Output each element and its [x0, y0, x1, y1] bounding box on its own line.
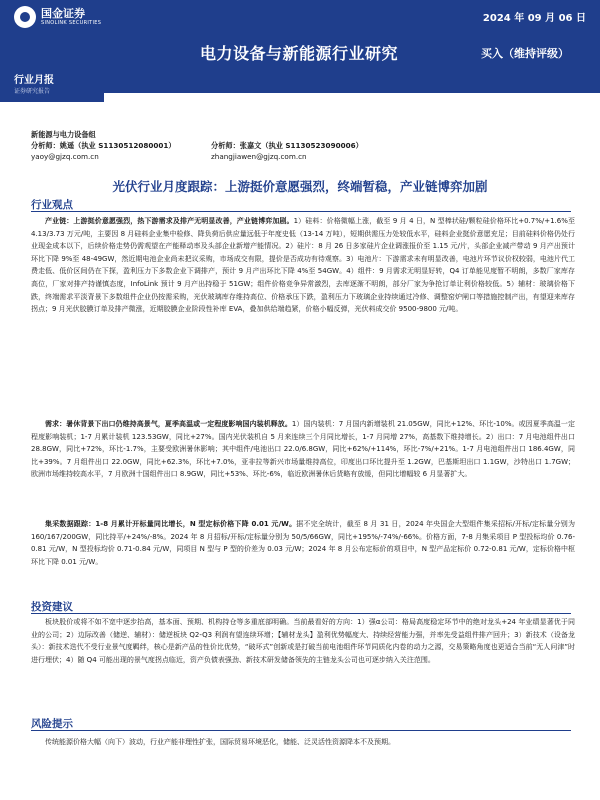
paragraph-body: 据不完全统计，截至 8 月 31 日，2024 年央国企大型组件集采招标/开标/定标量分别为 160/167/200GW，同比持平/+24%/-8%。2024 年 8 月招标/开标/定标量分别为 50/5/66GW，同比+195%/-74%/-66%。价格方面，7-8 月集采项目 P 型投标均价 0.76-0.81 元/W，N 型投标均价 0.71-0.84 元/W，同项目 N 型与 P 型的价差为 0.03 元/W；2024 年 8 月公布定标价的项目中，N 型产品定标价 0.72-0.81 元/W，定标价格中枢环比下降 0.01 元/W。: [31, 520, 575, 566]
logo-en: SINOLINK SECURITIES: [41, 19, 102, 26]
paragraph-body: 1）硅料：价格微幅上涨，截至 9 月 4 日，N 型棒状硅/颗粒硅价格环比+0.7%/+1.6%至 4.13/3.73 万元/吨，主要因 8 月硅料企业集中检修、降负荷后供应量远低于年度史低（13-14 万吨），短期供需压力处较低水平，硅料企业挺价意愿充足；目前硅料价格仍处行业现金成本以下，后续价格走势仍需观望在产能释动率及头部企业新增产能情况。2）硅片：8 月 26 日多家硅片企业调涨报价至 1.15 元/片，头部企业减产带动 9 月产出预计环比下降 9%至 48-49GW，然近期电池企业尚未把议采购，市场成交有限，提价是否成功有待观察。3）电池片：下游需求未有明显改善，电池片环节议价权较弱，电池片代工费走低、低价区间仍在下探，盈利压力下多数企业下调排产，预计 9 月产出环比下降 4%至 54GW。4）组件：9 月需求无明显好转，Q4 订单能见度暂不明朗，多数厂家库存高位，厂家对排产持谨慎态度，InfoLink 预计 9 月产出持稳于 51GW；组件价格竞争异常激烈，去库逐渐不明朗，部分厂家为争抢订单让利价格较低。5）辅材：玻璃价格下跌，终端需求平淡背景下多数组件企业仍按需采购，光伏玻璃库存维持高位、价格承压下跌，盈利压力下玻璃企业持续通过冷修、调整窑炉闸口等措施控制产出，有望迎来库存拐点；9 月光伏胶膜订单及排产微涨，近期胶膜企业阶段性补库 EVA，叠加供给端趋紧，价格小幅反弹，光伏料成交价 9500-9800 元/吨。: [31, 217, 575, 314]
analyst-2-name: 分析师：张嘉文（执业 S1130523090006）: [211, 141, 363, 150]
analyst-2-email[interactable]: zhangjiawen@gjzq.com.cn: [211, 152, 307, 161]
paragraph-supply-chain: [31, 215, 575, 316]
logo-icon: [14, 6, 36, 28]
logo-cn: 国金证券: [41, 6, 85, 20]
section-invest-title: 投资建议: [31, 601, 73, 613]
paragraph-body: 传统能源价格大幅（向下）波动，行业产能非理性扩张，国际贸易环境恶化，储能、泛灵活性资源降本不及预期。: [45, 738, 395, 746]
paragraph-lead: 产业链：上游挺价意愿强烈，热下游需求及排产无明显改善，产业链博弈加剧。: [45, 217, 294, 225]
company-logo: [14, 6, 101, 28]
paragraph-body: 1）国内装机：7 月国内新增装机 21.05GW，同比+12%、环比-10%。或因夏季高温一定程度影响装机；1-7 月累计装机 123.53GW，同比+27%。国内光伏装机自 5 月来连续三个月同比增长，1-7 月同增 27%，高基数下维持增长。2）出口：7 月电池组件出口 28.8GW，同比+72%，环比-1.7%，主要受欧洲暑休影响；其中组件/电池出口 22.0/6.8GW，同比+62%/+114%，环比-7%/+21%。1-7 月电池组件出口 186.4GW，同比+39%。7 月组件出口 22.0GW，同比+62.3%，环比+7.0%，亚非拉等新兴市场量维持高位，印度出口环比提升至 1.2GW，巴基斯坦出口 1.1GW，沙特出口 1.7GW；欧洲市场维持较高水平，7 月欧洲十国组件出口 8.9GW，同比+53%、环比-6%，临近欧洲暑休后货略有放缓，但同比增幅较 6 月显著扩大。: [31, 420, 575, 479]
section-divider: [31, 211, 571, 212]
headline: 光伏行业月度跟踪：上游挺价意愿强烈，终端暂稳，产业链博弈加剧: [112, 179, 488, 194]
report-type: 行业月报: [14, 75, 54, 86]
paragraph-bidding: [31, 518, 575, 568]
paragraph-lead: 需求：暑休背景下出口仍维持高景气，夏季高温或一定程度影响国内装机释放。: [45, 420, 292, 428]
paragraph-lead: 集采数据跟踪：1-8 月累计开标量同比增长，N 型定标价格下降 0.01 元/W。: [45, 520, 297, 528]
section-view-title: 行业观点: [31, 199, 73, 211]
report-subtype: 证券研究报告: [14, 88, 51, 95]
paragraph-demand: [31, 418, 575, 481]
analyst-1-email[interactable]: yaoy@gjzq.com.cn: [31, 152, 99, 161]
analyst-group: 新能源与电力设备组: [31, 130, 96, 139]
section-risk-title: 风险提示: [31, 718, 73, 730]
section-divider: [31, 613, 571, 614]
analyst-1-name: 分析师：姚遥（执业 S1130512080001）: [31, 141, 176, 150]
paragraph-body: 板块股价或将不如不宽中逐步抬高，基本面、预期、机构持仓等多重底部明确。当前最看好的方向：1）强α公司：格局高度稳定环节中的绝对龙头+24 年业绩显著优于同业的公司；2）边际改善（储逆、辅材）：储逆板块 Q2-Q3 利润有望连续环增；【辅材龙头】盈利优势幅度大、持续经营能力强，并率先受益组件排产回升；3）新技术（设备龙头）：新技术迭代不受行业景气度羁绊，核心是新产品的性价比优势，“破坏式”创新或是打破当前电池组件环节同质化内卷的动力之源，交易策略角度也更适合当前“无人问津”时进行埋伏；4）随 Q4 可能出现的景气度拐点临近，资产负债表强劲、新技术研发储备领先的主链龙头公司也可逐步纳入关注范围。: [31, 618, 575, 664]
rating-label: 买入（维持评级）: [481, 47, 569, 60]
report-title: 电力设备与新能源行业研究: [200, 44, 399, 63]
paragraph-risk: [31, 736, 575, 749]
report-date: 2024 年 09 月 06 日: [482, 13, 586, 24]
section-divider: [31, 730, 571, 731]
paragraph-invest: [31, 616, 575, 666]
